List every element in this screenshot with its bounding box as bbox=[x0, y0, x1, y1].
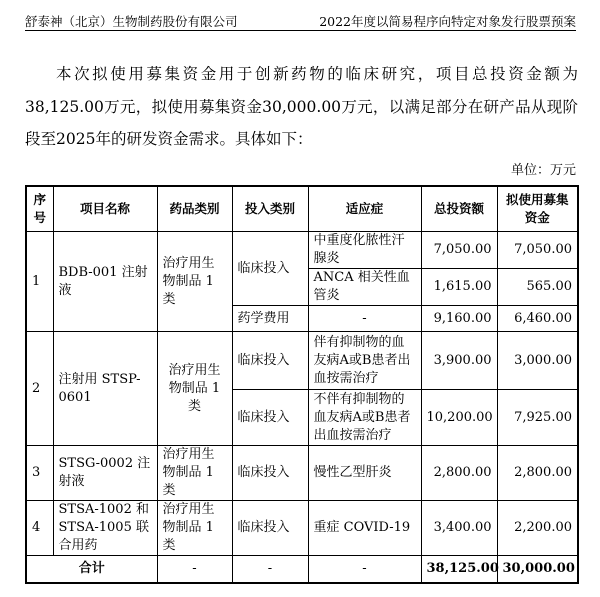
total-row bbox=[26, 556, 578, 583]
col-header-project: 项目名称 bbox=[53, 186, 157, 232]
col-header-indication: 适应症 bbox=[308, 186, 421, 232]
raised-funds: 2,200.00 bbox=[497, 501, 578, 556]
company-name: 舒泰神（北京）生物制药股份有限公司 bbox=[25, 14, 238, 29]
row-no: 4 bbox=[26, 501, 53, 556]
grand-total-raised: 30,000.00 bbox=[497, 556, 578, 583]
indication: 慢性乙型肝炎 bbox=[308, 446, 421, 501]
drug-category: 治疗用生物制品 1类 bbox=[157, 332, 232, 446]
indication: 中重度化脓性汗腺炎 bbox=[308, 232, 421, 269]
input-type: 临床投入 bbox=[232, 332, 308, 390]
unit-label: 单位：万元 bbox=[510, 163, 576, 178]
total-investment: 7,050.00 bbox=[421, 232, 497, 269]
table-row bbox=[26, 501, 578, 556]
project-name: STSA-1002 和 STSA-1005 联合用药 bbox=[53, 501, 157, 556]
funding-table bbox=[25, 185, 579, 584]
total-indication: - bbox=[308, 556, 421, 583]
raised-funds: 3,000.00 bbox=[497, 332, 578, 390]
intro-paragraph bbox=[25, 58, 578, 156]
raised-funds: 2,800.00 bbox=[497, 446, 578, 501]
page-header bbox=[25, 12, 576, 31]
drug-category: 治疗用生物制品 1类 bbox=[157, 501, 232, 556]
project-name: 注射用 STSP-0601 bbox=[53, 332, 157, 446]
document-title: 2022年度以简易程序向特定对象发行股票预案 bbox=[319, 14, 576, 29]
raised-funds: 7,925.00 bbox=[497, 390, 578, 446]
input-type: 临床投入 bbox=[232, 446, 308, 501]
raised-funds: 6,460.00 bbox=[497, 306, 578, 332]
table-row bbox=[26, 446, 578, 501]
col-header-input-type: 投入类别 bbox=[232, 186, 308, 232]
indication: ANCA 相关性血管炎 bbox=[308, 269, 421, 306]
total-investment: 10,200.00 bbox=[421, 390, 497, 446]
table-row bbox=[26, 232, 578, 269]
total-investment: 3,400.00 bbox=[421, 501, 497, 556]
col-header-no: 序号 bbox=[26, 186, 53, 232]
row-no: 2 bbox=[26, 332, 53, 446]
total-investment: 9,160.00 bbox=[421, 306, 497, 332]
col-header-raised: 拟使用募集资金 bbox=[497, 186, 578, 232]
input-type: 药学费用 bbox=[232, 306, 308, 332]
drug-category: 治疗用生物制品 1类 bbox=[157, 446, 232, 501]
col-header-drug-category: 药品类别 bbox=[157, 186, 232, 232]
grand-total-investment: 38,125.00 bbox=[421, 556, 497, 583]
indication: 不伴有抑制物的血友病A或B患者出血按需治疗 bbox=[308, 390, 421, 446]
table-header-row bbox=[26, 186, 578, 232]
indication: - bbox=[308, 306, 421, 332]
total-label: 合计 bbox=[26, 556, 157, 583]
row-no: 1 bbox=[26, 232, 53, 332]
raised-funds: 7,050.00 bbox=[497, 232, 578, 269]
indication: 重症 COVID-19 bbox=[308, 501, 421, 556]
project-name: BDB-001 注射液 bbox=[53, 232, 157, 332]
total-investment: 3,900.00 bbox=[421, 332, 497, 390]
input-type: 临床投入 bbox=[232, 390, 308, 446]
total-drug-category: - bbox=[157, 556, 232, 583]
raised-funds: 565.00 bbox=[497, 269, 578, 306]
drug-category: 治疗用生物制品 1类 bbox=[157, 232, 232, 332]
total-investment: 2,800.00 bbox=[421, 446, 497, 501]
total-investment: 1,615.00 bbox=[421, 269, 497, 306]
col-header-total: 总投资额 bbox=[421, 186, 497, 232]
total-input-type: - bbox=[232, 556, 308, 583]
input-type: 临床投入 bbox=[232, 232, 308, 306]
intro-text: 本次拟使用募集资金用于创新药物的临床研究，项目总投资金额为38,125.00万元，拟使用募集资金30,000.00万元，以满足部分在研产品从现阶段至2025年的研发资金需求。具体如下： bbox=[25, 65, 578, 148]
indication: 伴有抑制物的血友病A或B患者出血按需治疗 bbox=[308, 332, 421, 390]
project-name: STSG-0002 注射液 bbox=[53, 446, 157, 501]
table-row bbox=[26, 332, 578, 390]
row-no: 3 bbox=[26, 446, 53, 501]
input-type: 临床投入 bbox=[232, 501, 308, 556]
